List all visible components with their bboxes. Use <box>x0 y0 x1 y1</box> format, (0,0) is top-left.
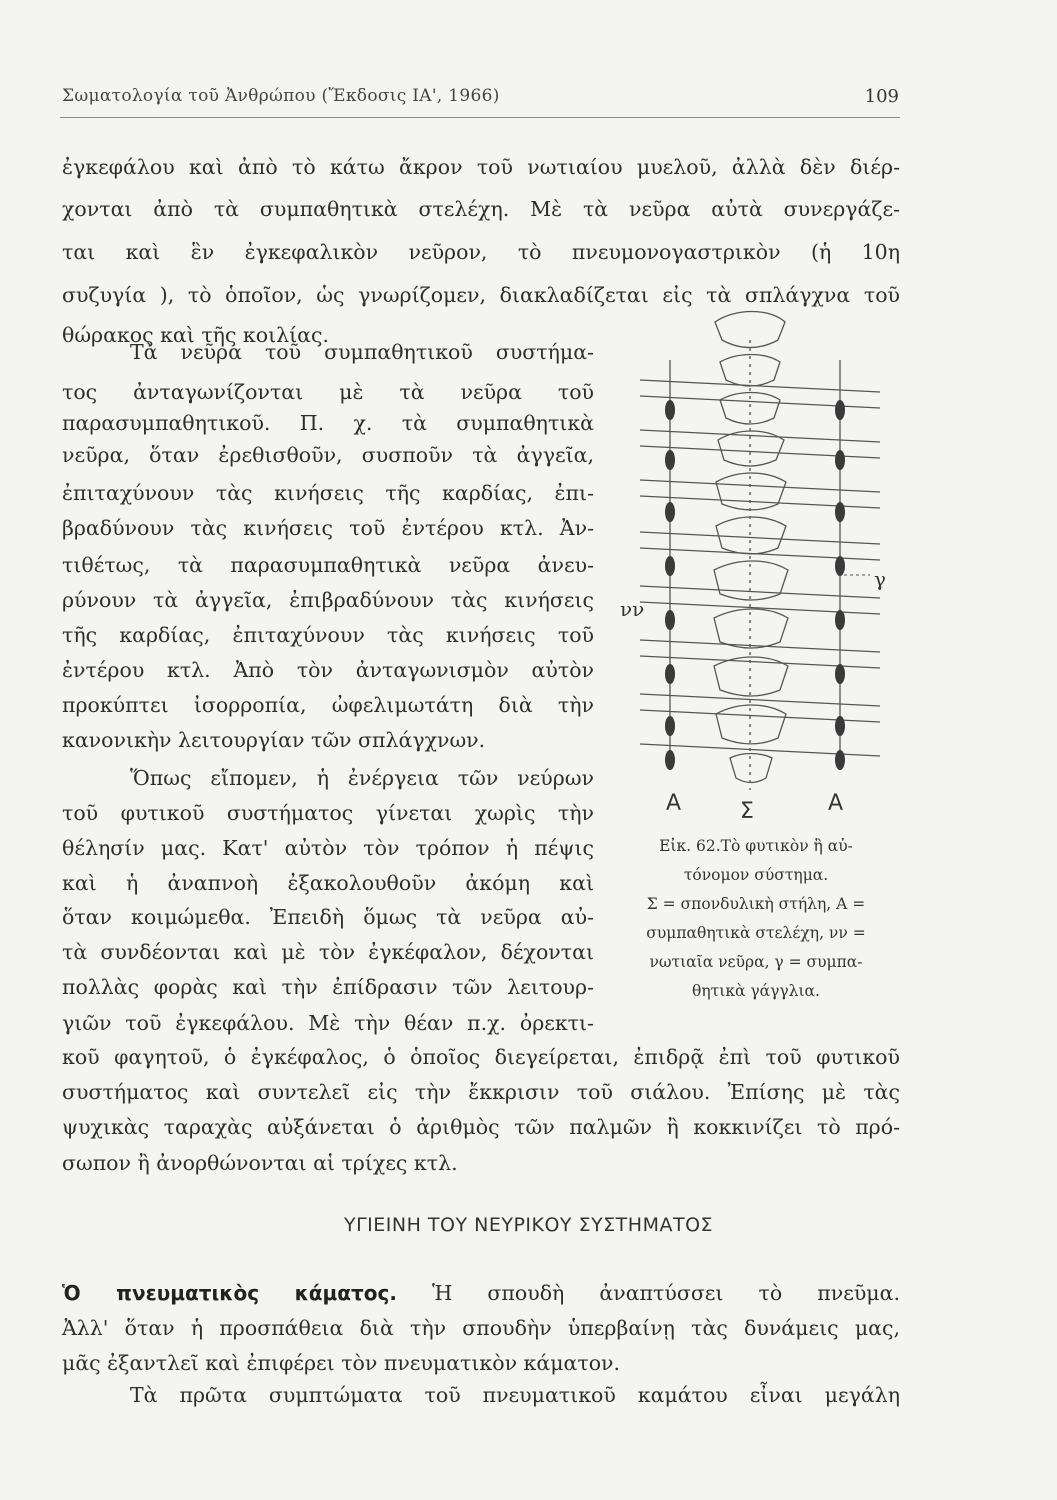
label-nu: νν <box>620 597 645 621</box>
text-line: τοῦ φυτικοῦ συστήματος γίνεται χωρὶς τὴν <box>62 801 594 825</box>
label-a-right: Α <box>828 791 844 816</box>
spine-illustration <box>640 312 880 791</box>
label-gamma: γ <box>874 567 886 591</box>
text-line: Ὅπως εἴπομεν, ἡ ἐνέργεια τῶν νεύρων <box>130 766 594 790</box>
section-line-rest: Ἡ σπουδὴ ἀναπτύσσει τὸ πνεῦμα. <box>432 1281 900 1305</box>
figure-caption <box>606 832 906 1006</box>
text-line: συζυγία ), τὸ ὁποῖον, ὡς γνωρίζομεν, διακλαδίζεται εἰς τὰ σπλάγχνα τοῦ <box>62 283 900 307</box>
text-line: ἐντέρου κτλ. Ἀπὸ τὸν ἀνταγωνισμὸν αὐτὸν <box>62 658 594 682</box>
caption-line: Σ = σπονδυλικὴ στήλη, Α = <box>646 895 866 913</box>
text-line: τὰ συνδέονται καὶ μὲ τὸν ἐγκέφαλον, δέχονται <box>62 940 594 964</box>
text-line: καὶ ἡ ἀναπνοὴ ἐξακολουθοῦν ἀκόμη καὶ <box>62 871 594 895</box>
text-line: Τὰ νεῦρα τοῦ συμπαθητικοῦ συστήμα- <box>130 340 594 364</box>
autonomic-system-figure <box>600 300 910 820</box>
text-line: ὅταν κοιμώμεθα. Ἐπειδὴ ὅμως τὰ νεῦρα αὐ- <box>62 905 594 929</box>
text-line: γιῶν τοῦ ἐγκεφάλου. Μὲ τὴν θέαν π.χ. ὀρεκτι- <box>62 1011 594 1035</box>
section-heading: ΥΓΙΕΙΝΗ ΤΟΥ ΝΕΥΡΙΚΟΥ ΣΥΣΤΗΜΑΤΟΣ <box>343 1214 714 1236</box>
text-line: τῆς καρδίας, ἐπιταχύνουν τὰς κινήσεις τοῦ <box>62 623 594 647</box>
text-line: παρασυμπαθητικοῦ. Π. χ. τὰ συμπαθητικὰ <box>62 411 594 435</box>
caption-line: θητικὰ γάγγλια. <box>692 982 820 1000</box>
caption-line: νωτιαῖα νεῦρα, γ = συμπα- <box>649 953 863 971</box>
text-line: ψυχικὰς ταραχὰς αὐξάνεται ὁ ἀριθμὸς τῶν παλμῶν ἢ κοκκινίζει τὸ πρό- <box>62 1115 900 1139</box>
text-line: τος ἀνταγωνίζονται μὲ τὰ νεῦρα τοῦ <box>62 380 594 404</box>
section-line <box>62 1278 900 1308</box>
text-line: συστήματος καὶ συντελεῖ εἰς τὴν ἔκκρισιν τοῦ σιάλου. Ἐπίσης μὲ τὰς <box>62 1080 900 1104</box>
label-a-left: Α <box>666 791 682 816</box>
text-line: προκύπτει ἰσορροπία, ὠφελιμωτάτη διὰ τὴν <box>62 693 594 717</box>
text-line: νεῦρα, ὅταν ἐρεθισθοῦν, συσποῦν τὰ ἀγγεῖα, <box>62 443 594 467</box>
text-line: ρύνουν τὰ ἀγγεῖα, ἐπιβραδύνουν τὰς κινήσεις <box>62 588 594 612</box>
text-line: βραδύνουν τὰς κινήσεις τοῦ ἐντέρου κτλ. Ἀν- <box>62 516 594 540</box>
running-title: Σωματολογία τοῦ Ἀνθρώπου (Ἔκδοσις ΙΑ', 1966) <box>62 86 500 106</box>
caption-line: Εἰκ. 62.Τὸ φυτικὸν ἢ αὐ- <box>659 837 853 855</box>
text-line: θέλησίν μας. Κατ' αὐτὸν τὸν τρόπον ἡ πέψις <box>62 836 594 860</box>
text-line: κανονικὴν λειτουργίαν τῶν σπλάγχνων. <box>62 728 486 752</box>
caption-line: συμπαθητικὰ στελέχη, νν = <box>646 924 866 942</box>
section-line: Ἀλλ' ὅταν ἡ προσπάθεια διὰ τὴν σπουδὴν ὑπερβαίνῃ τὰς δυνάμεις μας, <box>62 1316 900 1340</box>
text-line: ἐγκεφάλου καὶ ἀπὸ τὸ κάτω ἄκρον τοῦ νωτιαίου μυελοῦ, ἀλλὰ δὲν διέρ- <box>62 155 900 179</box>
caption-line: τόνομον σύστημα. <box>683 866 829 884</box>
page-number: 109 <box>864 86 899 107</box>
header-rule <box>60 117 900 118</box>
run-in-title: Ὁ πνευματικὸς κάματος. <box>62 1281 397 1305</box>
text-line: θώρακος καὶ τῆς κοιλίας. <box>62 323 330 347</box>
text-line: ἐπιταχύνουν τὰς κινήσεις τῆς καρδίας, ἐπι- <box>62 481 594 505</box>
section-line: Τὰ πρῶτα συμπτώματα τοῦ πνευματικοῦ καμάτου εἶναι μεγάλη <box>130 1383 900 1407</box>
text-line: ται καὶ ἓν ἐγκεφαλικὸν νεῦρον, τὸ πνευμονογαστρικὸν (ἡ 10η <box>62 240 900 264</box>
label-sigma: Σ <box>740 799 754 820</box>
text-line: σωπον ἢ ἀνορθώνονται αἱ τρίχες κτλ. <box>62 1151 458 1175</box>
text-line: πολλὰς φορὰς καὶ τὴν ἐπίδρασιν τῶν λειτουρ- <box>62 975 594 999</box>
text-line: κοῦ φαγητοῦ, ὁ ἐγκέφαλος, ὁ ὁποῖος διεγείρεται, ἐπιδρᾷ ἐπὶ τοῦ φυτικοῦ <box>62 1045 900 1069</box>
text-line: τιθέτως, τὰ παρασυμπαθητικὰ νεῦρα ἀνευ- <box>62 553 594 577</box>
text-line: χονται ἀπὸ τὰ συμπαθητικὰ στελέχη. Μὲ τὰ νεῦρα αὐτὰ συνεργάζε- <box>62 197 900 221</box>
section-line: μᾶς ἐξαντλεῖ καὶ ἐπιφέρει τὸν πνευματικὸν κάματον. <box>62 1351 621 1375</box>
